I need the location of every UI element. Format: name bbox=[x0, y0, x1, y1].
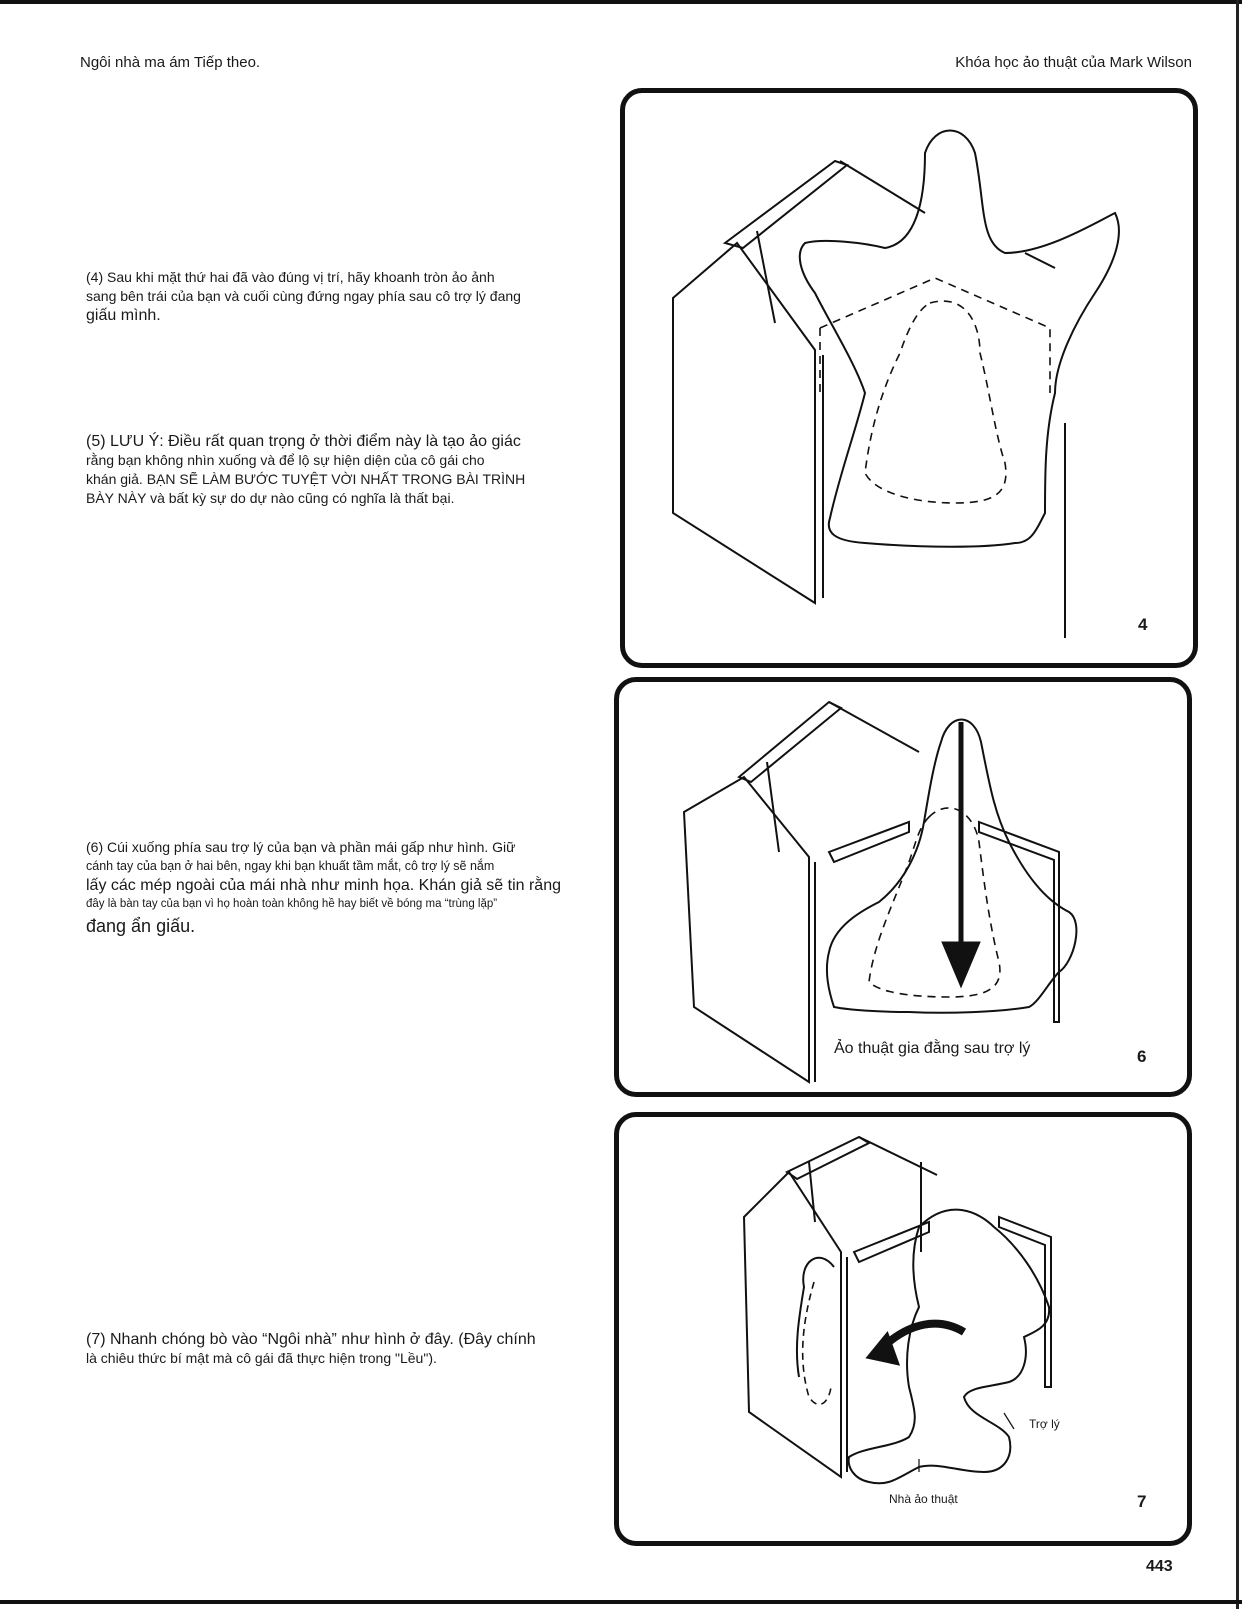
step-5-text bbox=[86, 432, 566, 508]
bottom-border bbox=[0, 1600, 1242, 1604]
step-4-line-1: (4) Sau khi mặt thứ hai đã vào đúng vị trí, hãy khoanh tròn ảo ảnh bbox=[86, 269, 495, 285]
header-left: Ngôi nhà ma ám Tiếp theo. bbox=[80, 54, 261, 71]
step-6-line-4: đây là bàn tay của bạn vì họ hoàn toàn không hề hay biết về bóng ma “trùng lặp” bbox=[86, 898, 498, 910]
step-4-line-2: sang bên trái của bạn và cuối cùng đứng ngay phía sau cô trợ lý đang bbox=[86, 288, 521, 304]
label-assistant: Trợ lý bbox=[1029, 1417, 1060, 1431]
step-6-line-2: cánh tay của bạn ở hai bên, ngay khi bạn khuất tầm mắt, cô trợ lý sẽ nắm bbox=[86, 859, 495, 873]
ghost-house-drawing-4 bbox=[625, 93, 1193, 663]
step-6-line-1: (6) Cúi xuống phía sau trợ lý của bạn và phần mái gấp như hình. Giữ bbox=[86, 839, 516, 855]
label-magician-house: Nhà ảo thuật bbox=[889, 1492, 958, 1506]
step-7-line-1: (7) Nhanh chóng bò vào “Ngôi nhà” như hình ở đây. (Đây chính bbox=[86, 1331, 536, 1348]
step-5-line-2: rằng bạn không nhìn xuống và để lộ sự hiện diện của cô gái cho bbox=[86, 452, 485, 468]
step-5-line-3: khán giả. BẠN SẼ LÀM BƯỚC TUYỆT VỜI NHẤT TRONG BÀI TRÌNH bbox=[86, 471, 526, 487]
top-border bbox=[0, 0, 1242, 4]
ghost-house-drawing-7 bbox=[619, 1117, 1187, 1541]
step-4-line-3: giấu mình. bbox=[86, 307, 161, 324]
step-6-text bbox=[86, 838, 576, 938]
step-6-line-5: đang ẩn giấu. bbox=[86, 916, 196, 936]
right-border bbox=[1236, 0, 1239, 1609]
ghost-house-drawing-6 bbox=[619, 682, 1187, 1092]
step-7-text bbox=[86, 1330, 566, 1368]
illustration-panel-4 bbox=[620, 88, 1198, 668]
step-6-line-3: lấy các mép ngoài của mái nhà như minh họa. Khán giả sẽ tin rằng bbox=[86, 877, 561, 894]
panel-7-number: 7 bbox=[1137, 1492, 1147, 1511]
page-number: 443 bbox=[1146, 1558, 1173, 1575]
step-5-line-1: (5) LƯU Ý: Điều rất quan trọng ở thời điểm này là tạo ảo giác bbox=[86, 433, 521, 450]
step-5-line-4: BÀY NÀY và bất kỳ sự do dự nào cũng có nghĩa là thất bại. bbox=[86, 490, 455, 506]
header-right: Khóa học ảo thuật của Mark Wilson bbox=[955, 54, 1192, 71]
panel-4-number: 4 bbox=[1138, 615, 1148, 634]
illustration-panel-6 bbox=[614, 677, 1192, 1097]
panel-6-number: 6 bbox=[1137, 1047, 1147, 1066]
step-7-line-2: là chiêu thức bí mật mà cô gái đã thực hiện trong "Lều"). bbox=[86, 1350, 437, 1366]
panel-6-caption: Ảo thuật gia đằng sau trợ lý bbox=[834, 1040, 1031, 1057]
step-4-text bbox=[86, 268, 566, 325]
illustration-panel-7 bbox=[614, 1112, 1192, 1546]
